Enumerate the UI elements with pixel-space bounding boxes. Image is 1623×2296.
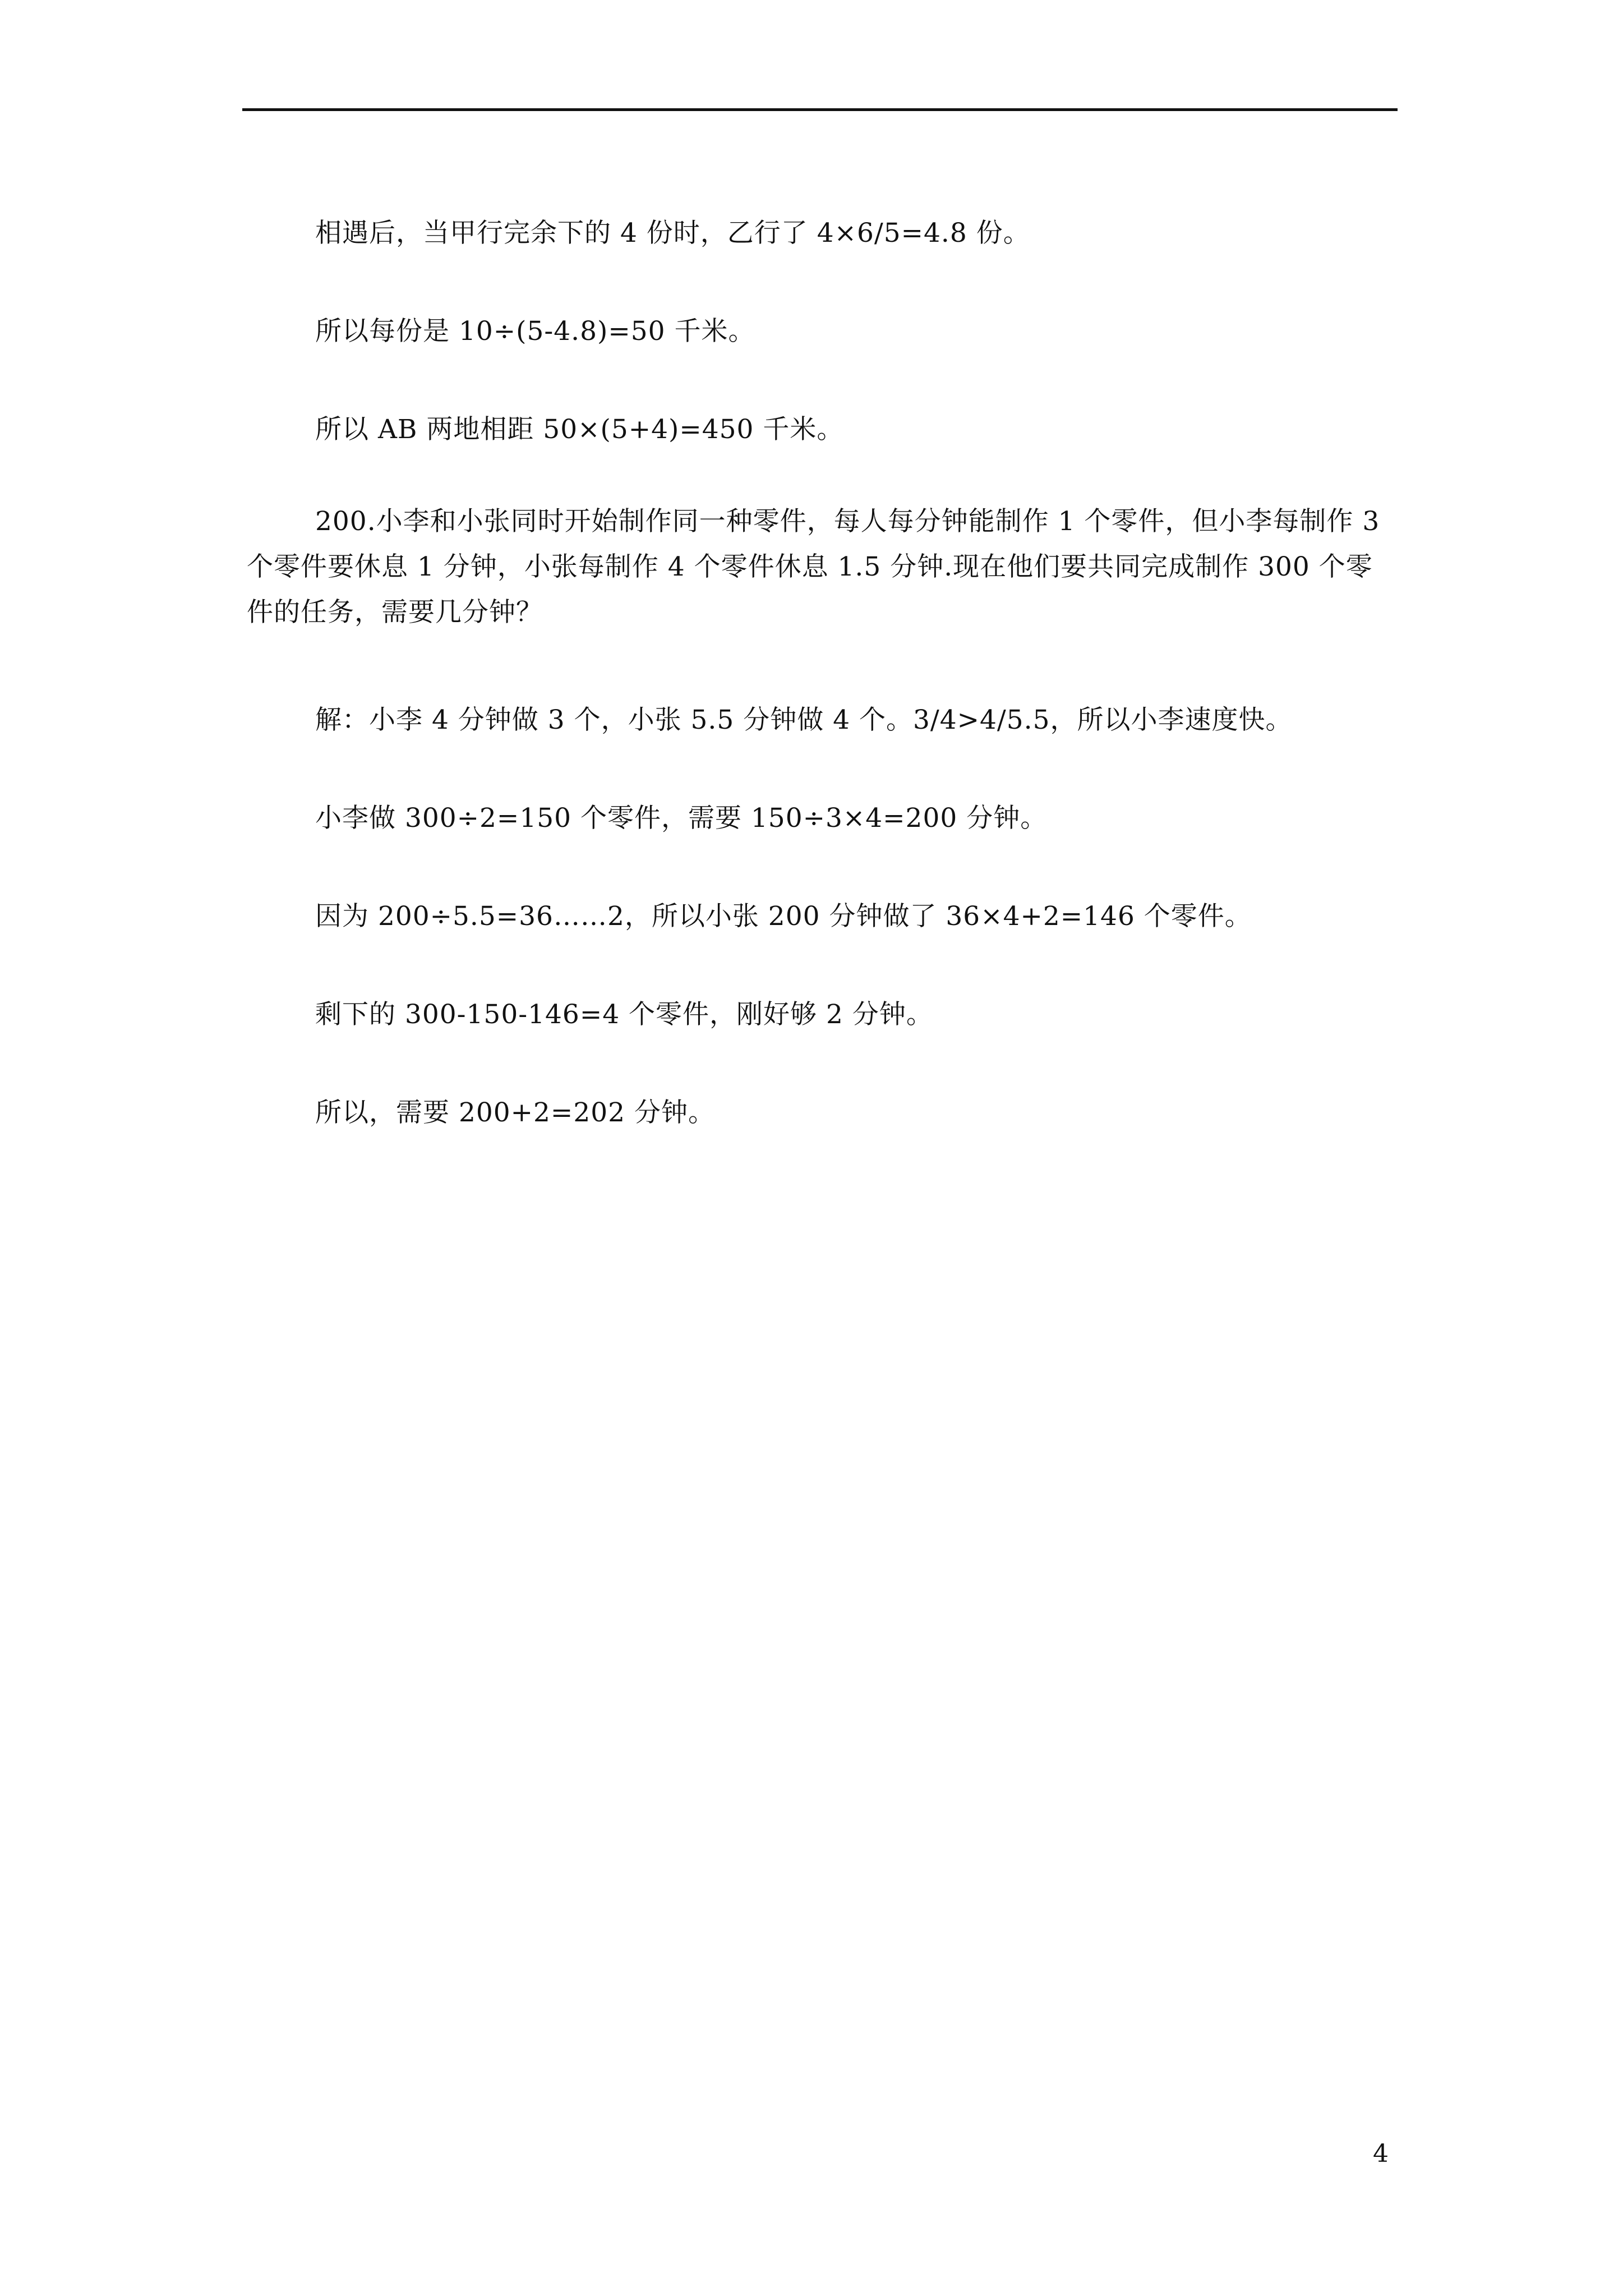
problem-200: 200.小李和小张同时开始制作同一种零件，每人每分钟能制作 1 个零件，但小李每制作 3 个零件要休息 1 分钟，小张每制作 4 个零件休息 1.5 分钟.现在他们要共同完成制作 300 个零件的任务，需要几分钟？ — [247, 506, 1380, 628]
solution-paragraph: 小李做 300÷2=150 个零件，需要 150÷3×4=200 分钟。 — [315, 803, 1048, 834]
paragraph: 相遇后，当甲行完余下的 4 份时，乙行了 4×6/5=4.8 份。 — [315, 218, 1030, 249]
page-number: 4 — [1373, 2139, 1389, 2168]
paragraph: 所以 AB 两地相距 50×(5+4)=450 千米。 — [315, 414, 844, 445]
paragraph: 所以每份是 10÷(5-4.8)=50 千米。 — [315, 316, 755, 347]
solution-conclusion: 所以，需要 200+2=202 分钟。 — [315, 1097, 715, 1128]
solution-paragraph: 因为 200÷5.5=36……2，所以小张 200 分钟做了 36×4+2=146 个零件。 — [315, 901, 1252, 932]
header-rule — [242, 108, 1398, 111]
solution-paragraph: 解：小李 4 分钟做 3 个，小张 5.5 分钟做 4 个。3/4>4/5.5，所以小李速度快。 — [315, 705, 1293, 735]
solution-paragraph: 剩下的 300-150-146=4 个零件，刚好够 2 分钟。 — [315, 999, 933, 1030]
